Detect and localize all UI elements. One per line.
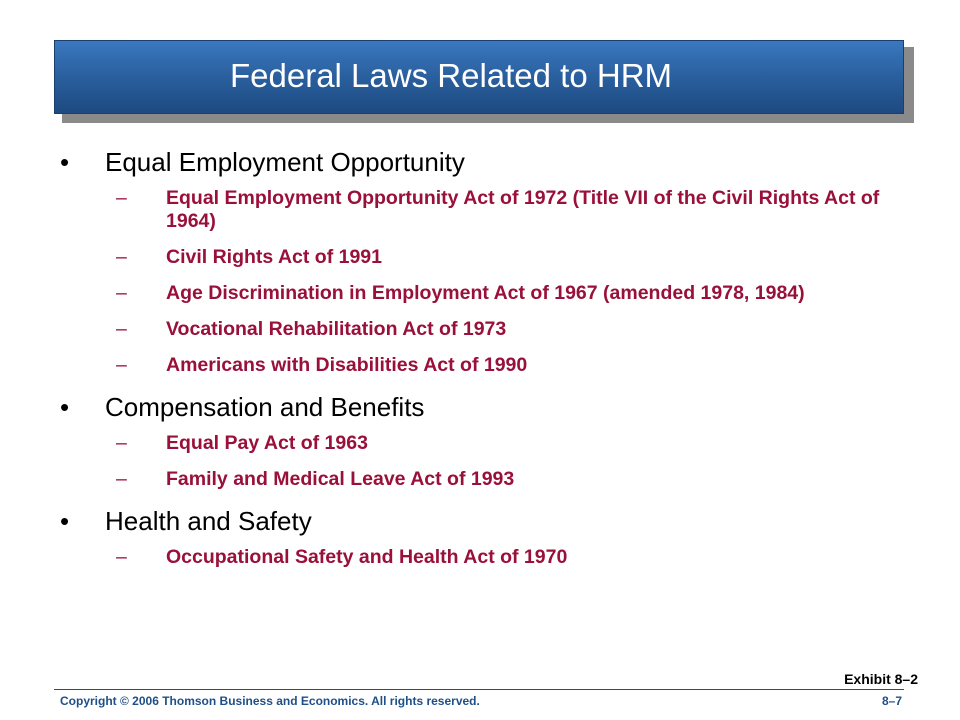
- dash-icon: –: [116, 468, 127, 490]
- law-text: Equal Employment Opportunity Act of 1972 (Title VII of the Civil Rights Act of 1964): [166, 187, 880, 232]
- dash-icon: –: [116, 318, 127, 340]
- law-list: [60, 546, 920, 569]
- law-item: [60, 318, 920, 341]
- page-number: 8–7: [881, 694, 902, 708]
- law-item: [60, 246, 920, 269]
- section-heading: [60, 145, 920, 179]
- bullet-icon: •: [60, 147, 70, 177]
- section-heading-text: Compensation and Benefits: [105, 392, 425, 422]
- exhibit-label: Exhibit 8–2: [844, 671, 918, 687]
- section-heading-text: Equal Employment Opportunity: [105, 147, 465, 177]
- dash-icon: –: [116, 432, 127, 454]
- law-text: Americans with Disabilities Act of 1990: [166, 354, 528, 376]
- section-equal-employment: [60, 145, 920, 377]
- title-banner: [54, 40, 904, 114]
- bullet-icon: •: [60, 392, 70, 422]
- footer-divider: [54, 689, 904, 690]
- law-text: Family and Medical Leave Act of 1993: [166, 468, 515, 490]
- section-health-safety: [60, 504, 920, 569]
- section-heading: [60, 390, 920, 424]
- law-item: [60, 187, 920, 233]
- copyright-notice: Copyright © 2006 Thomson Business and Economics. All rights reserved.: [60, 694, 480, 708]
- law-item: [60, 432, 920, 455]
- law-text: Equal Pay Act of 1963: [166, 432, 368, 454]
- section-heading-text: Health and Safety: [105, 506, 312, 536]
- law-text: Age Discrimination in Employment Act of 1967 (amended 1978, 1984): [166, 282, 805, 304]
- dash-icon: –: [116, 354, 127, 376]
- law-list: [60, 432, 920, 491]
- law-list: [60, 187, 920, 377]
- law-item: [60, 546, 920, 569]
- slide-content: [60, 145, 920, 582]
- slide-title: Federal Laws Related to HRM: [230, 57, 673, 94]
- section-compensation: [60, 390, 920, 491]
- law-text: Civil Rights Act of 1991: [166, 246, 382, 268]
- dash-icon: –: [116, 187, 127, 209]
- dash-icon: –: [116, 546, 127, 568]
- law-item: [60, 282, 920, 305]
- law-item: [60, 354, 920, 377]
- dash-icon: –: [116, 282, 127, 304]
- law-text: Occupational Safety and Health Act of 1970: [166, 546, 568, 568]
- section-heading: [60, 504, 920, 538]
- dash-icon: –: [116, 246, 127, 268]
- law-item: [60, 468, 920, 491]
- bullet-icon: •: [60, 506, 70, 536]
- law-text: Vocational Rehabilitation Act of 1973: [166, 318, 507, 340]
